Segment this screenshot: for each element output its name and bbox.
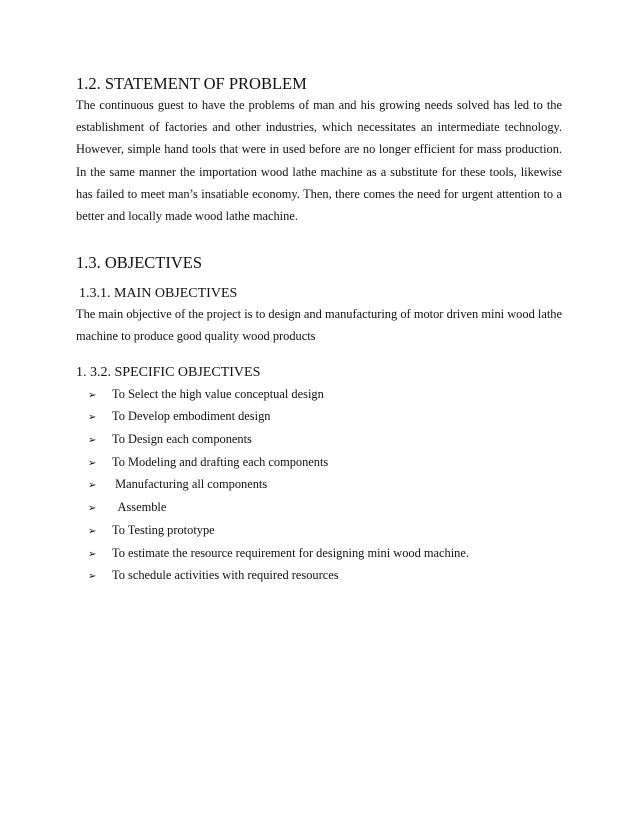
main-objectives-heading: 1.3.1. MAIN OBJECTIVES [79, 286, 238, 302]
arrow-bullet-icon: ➢ [88, 525, 97, 537]
list-item-text: To Modeling and drafting each components [112, 454, 329, 469]
objectives-heading: 1.3. OBJECTIVES [76, 253, 203, 273]
list-item [88, 474, 562, 497]
list-item-text: To Design each components [112, 432, 252, 447]
list-item-text: To Develop embodiment design [112, 409, 271, 424]
arrow-bullet-icon: ➢ [88, 435, 97, 447]
list-item-text: Manufacturing all components [112, 477, 268, 492]
statement-of-problem-paragraph: The continuous guest to have the problems of man and his growing needs solved has led to the establishment of factories and other industries, which necessitates an intermediate technology. However, simple hand tools that were in used before are no longer efficient for mass production. In the same manner the importation wood lathe machine as a substitute for these tools, likewise has failed to meet man’s insatiable economy. Then, there comes the need for urgent attention to a better and locally made wood lathe machine. [76, 98, 562, 224]
list-item [88, 565, 562, 588]
list-item-text: To schedule activities with required resources [112, 568, 339, 583]
list-item [88, 406, 562, 429]
arrow-bullet-icon: ➢ [88, 389, 97, 401]
specific-objectives-list [76, 384, 562, 588]
list-item-text: To Select the high value conceptual design [112, 386, 324, 401]
page-content [76, 74, 562, 588]
list-item [88, 497, 562, 520]
arrow-bullet-icon: ➢ [88, 457, 97, 469]
list-item-text: To Testing prototype [112, 522, 215, 537]
arrow-bullet-icon: ➢ [88, 503, 97, 515]
arrow-bullet-icon: ➢ [88, 548, 97, 560]
arrow-bullet-icon: ➢ [88, 571, 97, 583]
arrow-bullet-icon: ➢ [88, 412, 97, 424]
specific-objectives-heading: 1. 3.2. SPECIFIC OBJECTIVES [76, 364, 261, 380]
list-item [88, 384, 562, 407]
main-objectives-paragraph: The main objective of the project is to design and manufacturing of motor driven mini wood lathe machine to produce good quality wood products [76, 307, 562, 344]
list-item [88, 452, 562, 475]
list-item [88, 543, 562, 566]
arrow-bullet-icon: ➢ [88, 480, 97, 492]
list-item [88, 520, 562, 543]
list-item [88, 429, 562, 452]
list-item-text: Assemble [112, 500, 167, 515]
statement-of-problem-heading: 1.2. STATEMENT OF PROBLEM [76, 74, 307, 93]
list-item-text: To estimate the resource requirement for designing mini wood machine. [112, 545, 469, 560]
